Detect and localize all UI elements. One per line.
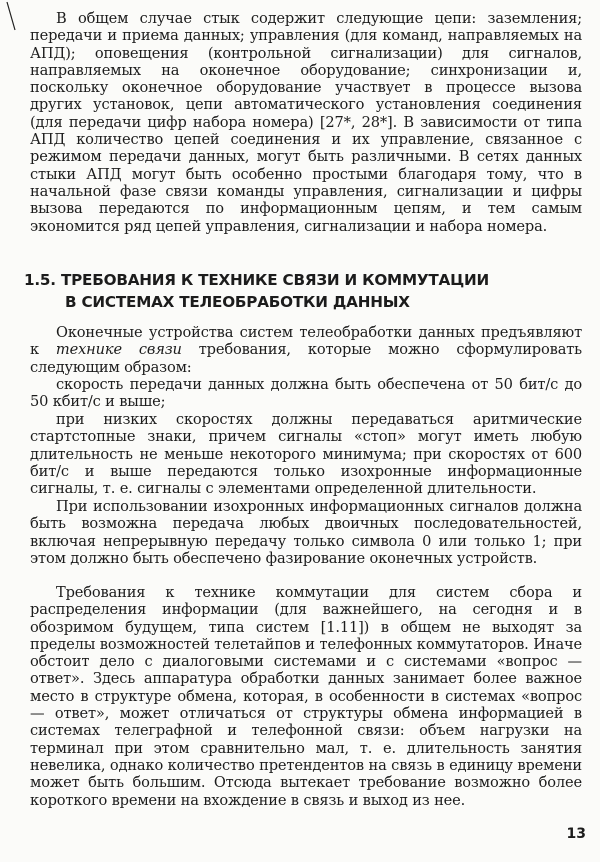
- paragraph-isochronous-signals: При использовании изохронных информационных сигналов должна быть возможна передача любых двоичных последовательностей, включая непрерывную передачу только символа 0 или только 1; при этом должно быть обеспечено фазирование оконечных устройств.: [30, 498, 582, 567]
- paragraph-requirements-intro: [30, 324, 582, 376]
- text-run: Оконечные устройства систем телеобработки данных предъявляют к: [30, 324, 582, 359]
- section-heading: [24, 269, 584, 313]
- paragraph-speed-requirement: скорость передачи данных должна быть обеспечена от 50 бит/с до 50 кбит/с и выше;: [30, 376, 582, 411]
- paragraph-low-speed-signals: при низких скоростях должны передаваться аритмические стартстопные знаки, причем сигналы «стоп» могут иметь любую длительность не меньше некоторого минимума; при скоростях от 600 бит/с и выше передаются только изохронные информационные сигналы, т. е. сигналы с элементами определенной длительности.: [30, 411, 582, 498]
- paragraph-switching-requirements: Требования к технике коммутации для систем сбора и распределения информации (для важнейшего, на сегодня и в обозримом будущем, типа систем [1.11]) в общем не выходят за пределы возможностей телетайпов и телефонных коммутаторов. Иначе обстоит дело с диалоговыми системами и с системами «вопрос — ответ». Здесь аппаратура обработки данных занимает более важное место в структуре обмена, которая, в особенности в системах «вопрос — ответ», может отличаться от структуры обмена информацией в системах телеграфной и телефонной связи: объем нагрузки на терминал при этом сравнительно мал, т. е. длительность занятия невелика, однако количество претендентов на связь в единицу времени может быть большим. Отсюда вытекает требование возможно более короткого времени на вхождение в связь и выход из нее.: [30, 584, 582, 809]
- margin-pen-stroke: [2, 0, 24, 40]
- page-number: 13: [566, 826, 586, 842]
- text-run: требования, которые можно сформулировать следующим образом:: [30, 341, 582, 376]
- section-title-line1: ТРЕБОВАНИЯ К ТЕХНИКЕ СВЯЗИ И КОММУТАЦИИ: [60, 271, 489, 289]
- section-title-line2: В СИСТЕМАХ ТЕЛЕОБРАБОТКИ ДАННЫХ: [65, 293, 410, 311]
- section-number: 1.5.: [24, 271, 56, 289]
- emphasized-term: технике связи: [55, 341, 182, 359]
- paragraph-interface-circuits: В общем случае стык содержит следующие цепи: заземления; передачи и приема данных; управления (для команд, направляемых на АПД); оповещения (контрольной сигнализации) для сигналов, направляемых на оконечное оборудование; синхронизации и, поскольку оконечное оборудование участвует в процессе вызова других установок, цепи автоматического установления соединения (для передачи цифр набора номера) [27*, 28*]. В зависимости от типа АПД количество цепей соединения и их управление, связанное с режимом передачи данных, могут быть различными. В сетях данных стыки АПД могут быть особенно простыми благодаря тому, что в начальной фазе связи команды управления, сигнализации и цифры вызова передаются по информационным цепям, и тем самым экономится ряд цепей управления, сигнализации и набора номера.: [30, 10, 582, 235]
